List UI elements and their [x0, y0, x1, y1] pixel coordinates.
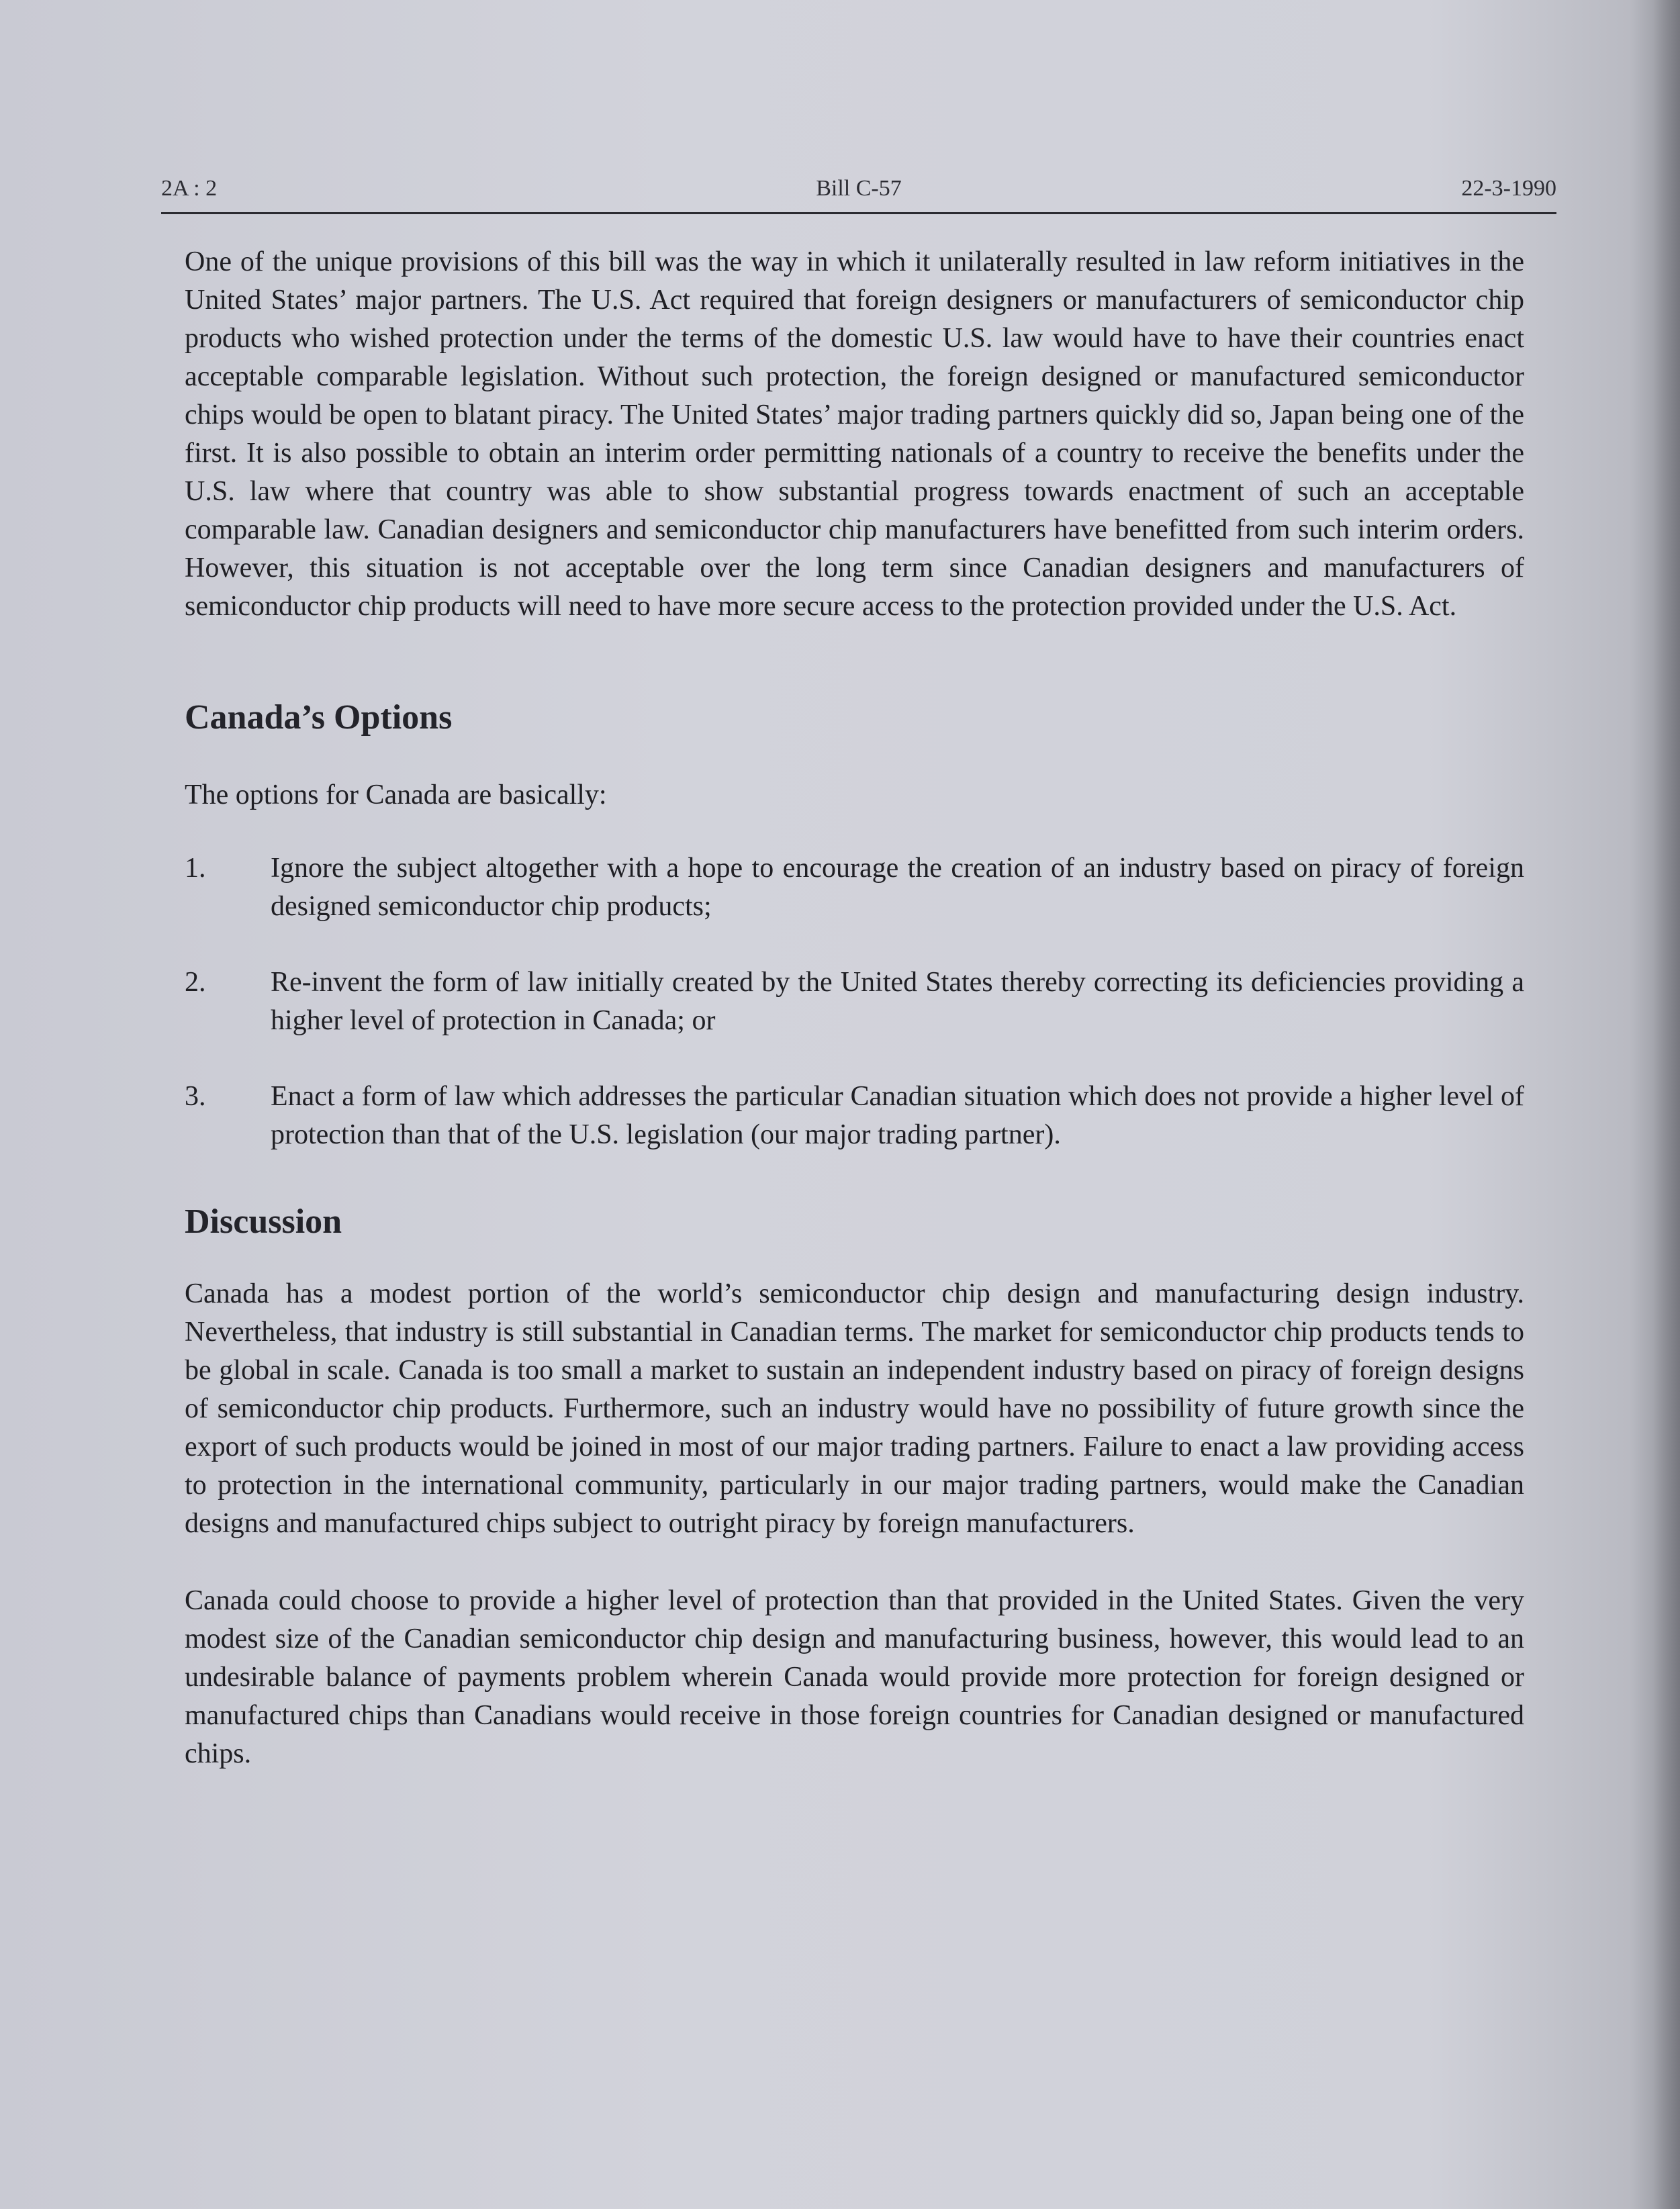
option-text: Ignore the subject altogether with a hope to encourage the creation of an industry based on piracy of foreign designed semiconductor chip products;	[271, 853, 1524, 922]
header-date: 22-3-1990	[1461, 176, 1556, 201]
page-header	[161, 173, 1556, 214]
discussion-paragraph: Canada could choose to provide a higher level of protection than that provided in the United States. Given the very modest size of the Canadian semiconductor chip design and manufacturing business, however, this would lead to an undesirable balance of payments problem wherein Canada would provide more protection for foreign designed or manufactured chips than Canadians would receive in those foreign countries for Canadian designed or manufactured chips.	[185, 1585, 1524, 1769]
option-number: 1.	[185, 853, 206, 884]
option-number: 2.	[185, 967, 206, 998]
discussion-heading: Discussion	[185, 1203, 342, 1241]
option-item	[185, 963, 1524, 1040]
option-number: 3.	[185, 1081, 206, 1112]
option-item	[185, 1078, 1524, 1154]
options-heading: Canada’s Options	[185, 698, 453, 737]
option-text: Re-invent the form of law initially created by the United States thereby correcting its deficiencies providing a higher level of protection in Canada; or	[271, 967, 1524, 1036]
page-number: 2A : 2	[161, 176, 218, 201]
option-item	[185, 849, 1524, 926]
options-list	[185, 849, 1524, 1154]
page-edge-shadow	[1653, 0, 1680, 2209]
bill-title: Bill C-57	[816, 176, 902, 201]
intro-paragraph: One of the unique provisions of this bill was the way in which it unilaterally resulted in law reform initiatives in the United States’ major partners. The U.S. Act required that foreign designers or manufacturers of semiconductor chip products who wished protection under the terms of the domestic U.S. law would have to have their countries enact acceptable comparable legislation. Without such protection, the foreign designed or manufactured semiconductor chips would be open to blatant piracy. The United States’ major trading partners quickly did so, Japan being one of the first. It is also possible to obtain an interim order permitting nationals of a country to receive the benefits under the U.S. law where that country was able to show substantial progress towards enactment of such an acceptable comparable law. Canadian designers and semiconductor chip manufacturers have benefitted from such interim orders. However, this situation is not acceptable over the long term since Canadian designers and manufacturers of semiconductor chip products will need to have more secure access to the protection provided under the U.S. Act.	[185, 246, 1524, 622]
discussion-paragraph: Canada has a modest portion of the world’s semiconductor chip design and manufacturing design industry. Nevertheless, that industry is still substantial in Canadian terms. The market for semiconductor chip products tends to be global in scale. Canada is too small a market to sustain an independent industry based on piracy of foreign designs of semiconductor chip products. Furthermore, such an industry would have no possibility of future growth since the export of such products would be joined in most of our major trading partners. Failure to enact a law providing access to protection in the international community, particularly in our major trading partners, would make the Canadian designs and manufactured chips subject to outright piracy by foreign manufacturers.	[185, 1278, 1524, 1539]
option-text: Enact a form of law which addresses the particular Canadian situation which does not provide a higher level of protection than that of the U.S. legislation (our major trading partner).	[271, 1081, 1524, 1150]
document-body	[185, 243, 1524, 1773]
options-intro: The options for Canada are basically:	[185, 780, 607, 810]
